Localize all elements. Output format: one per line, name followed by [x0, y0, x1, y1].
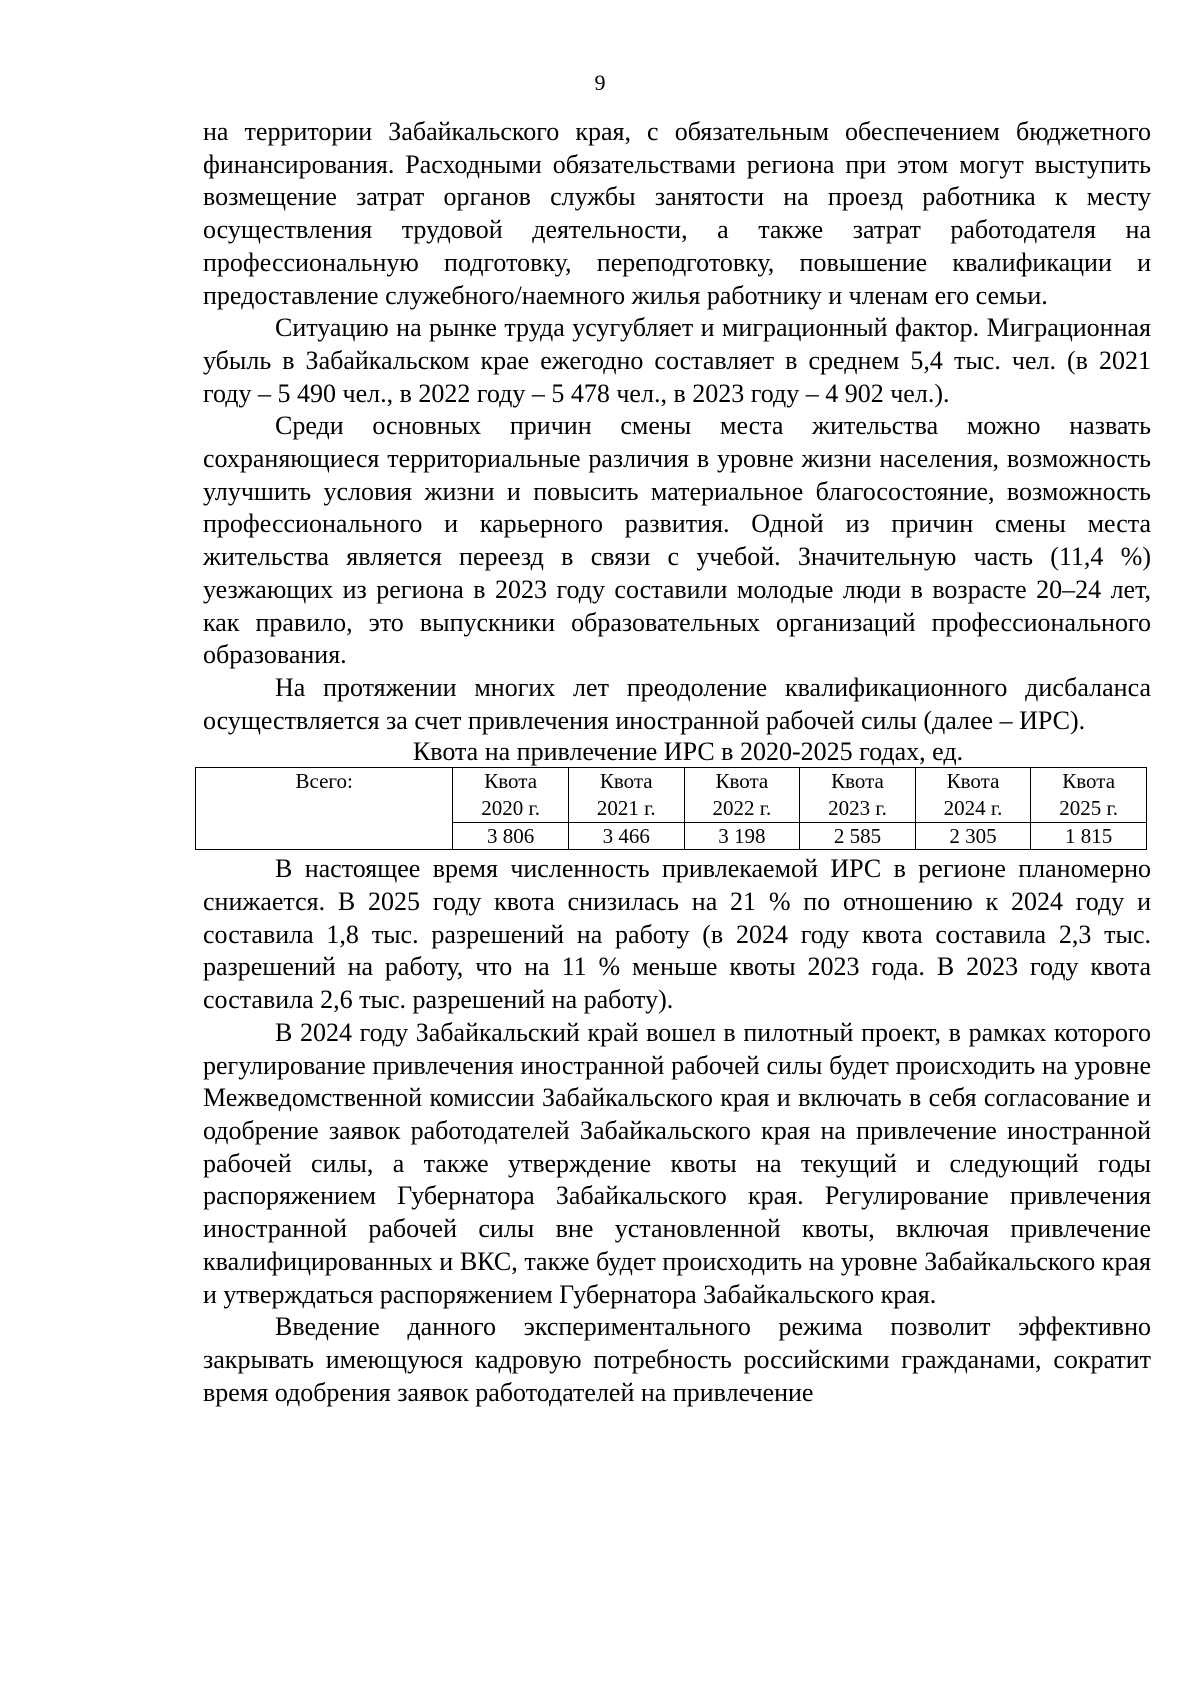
- total-label: Всего:: [295, 769, 353, 794]
- table-caption: Квота на привлечение ИРС в 2020-2025 годах, ед.: [412, 737, 964, 767]
- paragraph-5: В настоящее время численность привлекаемой ИРС в регионе планомерно снижается. В 2025 году квота снизилась на 21 % по отношению к 2024 году и составила 1,8 тыс. разрешений на работу (в 2024 году квота составила 2,3 тыс. разрешений на работу, что на 11 % меньше квоты 2023 года. В 2023 году квота составила 2,6 тыс. разрешений на работу).: [203, 854, 1151, 1015]
- table-value-cell: 3 466: [568, 823, 684, 850]
- table-header-cell: Квота 2020 г.: [453, 768, 569, 823]
- table-header-cell: Квота 2025 г.: [1031, 768, 1147, 823]
- paragraph-7: Введение данного экспериментального режима позволит эффективно закрывать имеющуюся кадровую потребность российскими гражданами, сократит время одобрения заявок работодателей на привлечение: [203, 1312, 1151, 1407]
- table-value-cell: 3 806: [453, 823, 569, 850]
- table-value-cell: 1 815: [1031, 823, 1147, 850]
- paragraph-1: на территории Забайкальского края, с обязательным обеспечением бюджетного финансирования. Расходными обязательствами региона при этом могут выступить возмещение затрат органов службы занятости на проезд работника к месту осуществления трудовой деятельности, а также затрат работодателя на профессиональную подготовку, переподготовку, повышение квалификации и предоставление служебного/наемного жилья работнику и членам его семьи.: [203, 117, 1151, 310]
- document-body: [203, 116, 1151, 1409]
- table-value-cell: 2 585: [800, 823, 916, 850]
- table-value-cell: 2 305: [915, 823, 1031, 850]
- paragraph-6: В 2024 году Забайкальский край вошел в пилотный проект, в рамках которого регулирование привлечения иностранной рабочей силы будет происходить на уровне Межведомственной комиссии Забайкальского края и включать в себя согласование и одобрение заявок работодателей Забайкальского края на привлечение иностранной рабочей силы, а также утверждение квоты на текущий и следующий годы распоряжением Губернатора Забайкальского края. Регулирование привлечения иностранной рабочей силы вне установленной квоты, включая привлечение квалифицированных и ВКС, также будет происходить на уровне Забайкальского края и утверждаться распоряжением Губернатора Забайкальского края.: [203, 1017, 1151, 1309]
- quota-table: [195, 767, 1147, 850]
- table-header-cell: Квота 2024 г.: [915, 768, 1031, 823]
- paragraph-3: Среди основных причин смены места жительства можно назвать сохраняющиеся территориальные различия в уровне жизни населения, возможность улучшить условия жизни и повысить материальное благосостояние, возможность профессионального и карьерного развития. Одной из причин смены места жительства является переезд в связи с учебой. Значительную часть (11,4 %) уезжающих из региона в 2023 году составили молодые люди в возрасте 20–24 лет, как правило, это выпускники образовательных организаций профессионального образования.: [203, 411, 1151, 670]
- total-label-cell: [196, 768, 453, 850]
- table-header-cell: Квота 2021 г.: [568, 768, 684, 823]
- page-number: 9: [594, 70, 606, 95]
- table-header-cell: Квота 2023 г.: [800, 768, 916, 823]
- table-value-cell: 3 198: [684, 823, 800, 850]
- table-header-row: [196, 768, 1147, 823]
- paragraph-2: Ситуацию на рынке труда усугубляет и миграционный фактор. Миграционная убыль в Забайкальском крае ежегодно составляет в среднем 5,4 тыс. чел. (в 2021 году – 5 490 чел., в 2022 году – 5 478 чел., в 2023 году – 4 902 чел.).: [203, 313, 1151, 408]
- paragraph-4: На протяжении многих лет преодоление квалификационного дисбаланса осуществляется за счет привлечения иностранной рабочей силы (далее – ИРС).: [203, 672, 1151, 735]
- table-header-cell: Квота 2022 г.: [684, 768, 800, 823]
